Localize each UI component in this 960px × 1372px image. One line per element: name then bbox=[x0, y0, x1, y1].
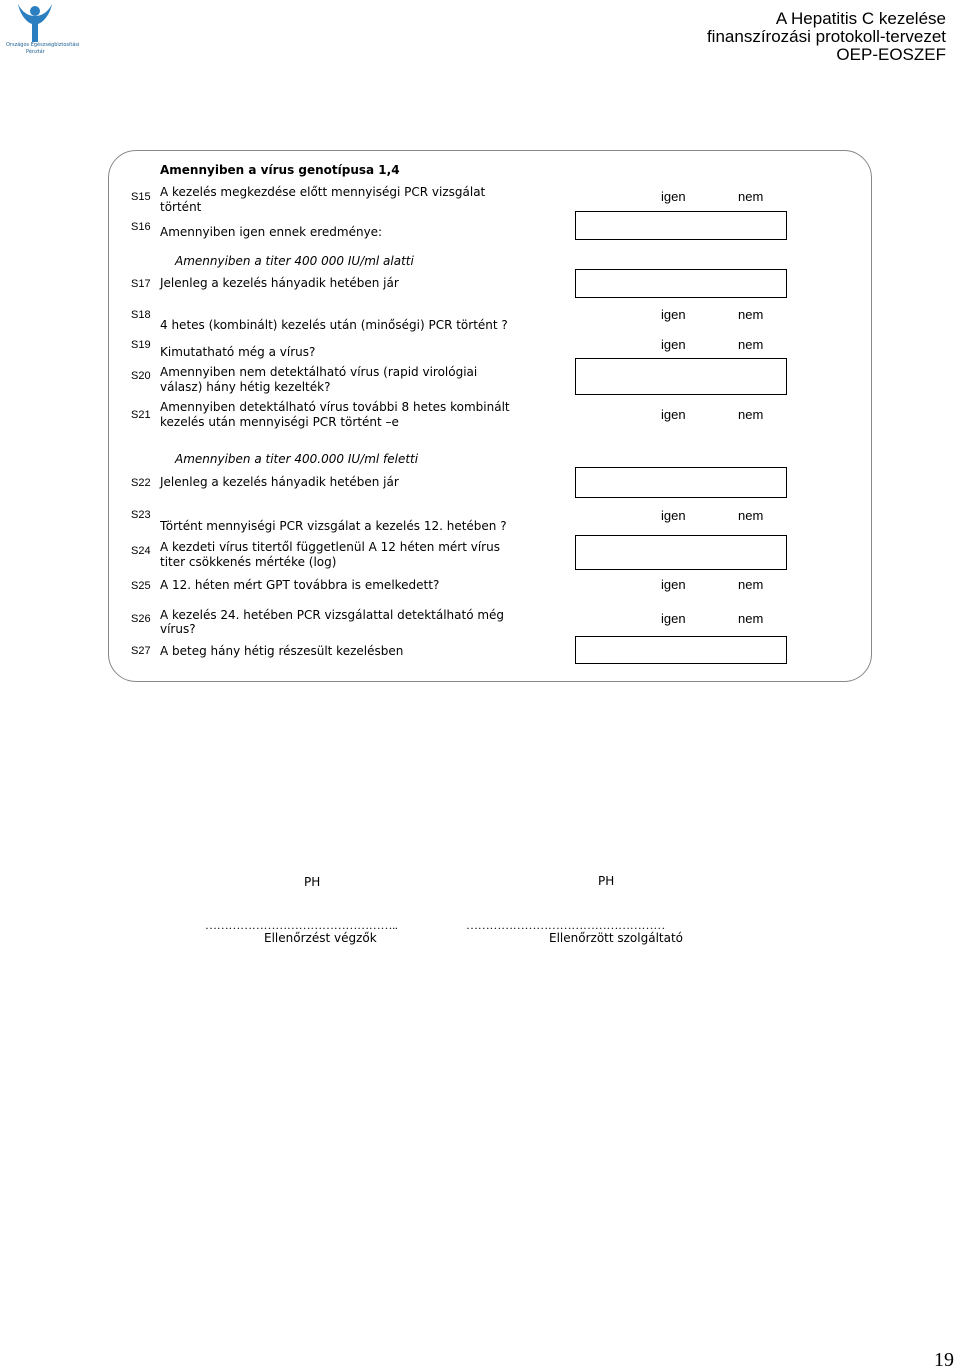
code-s15: S15 bbox=[131, 191, 151, 203]
question-s19: Kimutatható még a vírus? bbox=[160, 345, 316, 359]
header-subtitle: finanszírozási protokoll-tervezet bbox=[706, 27, 946, 46]
s26-no-option[interactable]: nem bbox=[738, 611, 764, 626]
code-s22: S22 bbox=[131, 477, 151, 489]
signature-line-right: …………………………………………… bbox=[466, 918, 665, 932]
s15-no-option[interactable]: nem bbox=[738, 189, 764, 204]
signature-label-right: Ellenőrzött szolgáltató bbox=[549, 931, 684, 945]
code-s21: S21 bbox=[131, 409, 151, 421]
question-s18: 4 hetes (kombinált) kezelés után (minőségi) PCR történt ? bbox=[160, 318, 508, 332]
subheading-titer-high: Amennyiben a titer 400.000 IU/ml feletti bbox=[175, 452, 419, 466]
question-s27: A beteg hány hétig részesült kezelésben bbox=[160, 644, 404, 658]
s25-yes-option[interactable]: igen bbox=[661, 577, 686, 592]
question-s24-line2: titer csökkenés mértéke (log) bbox=[160, 555, 337, 569]
s21-yes-option[interactable]: igen bbox=[661, 407, 686, 422]
question-s26-line1: A kezelés 24. hetében PCR vizsgálattal detektálható még bbox=[160, 608, 505, 622]
header-org: OEP-EOSZEF bbox=[836, 45, 946, 64]
question-s24-line1: A kezdeti vírus titertől függetlenül A 12 héten mért vírus bbox=[160, 540, 500, 554]
question-s17: Jelenleg a kezelés hányadik hetében jár bbox=[160, 276, 399, 290]
signature-line-left: ………………………………………….. bbox=[205, 918, 398, 932]
s18-no-option[interactable]: nem bbox=[738, 307, 764, 322]
s24-log-field[interactable] bbox=[575, 535, 787, 570]
question-s22: Jelenleg a kezelés hányadik hetében jár bbox=[160, 475, 399, 489]
oep-logo bbox=[4, 2, 80, 56]
code-s19: S19 bbox=[131, 339, 151, 351]
question-s25: A 12. héten mért GPT továbbra is emelkedett? bbox=[160, 578, 440, 592]
s22-week-field[interactable] bbox=[575, 467, 787, 498]
s27-weeks-field[interactable] bbox=[575, 636, 787, 664]
code-s27: S27 bbox=[131, 645, 151, 657]
s19-no-option[interactable]: nem bbox=[738, 337, 764, 352]
code-s16: S16 bbox=[131, 221, 151, 233]
logo-text-1: Országos Egészségbiztosítási bbox=[6, 42, 80, 48]
signature-label-left: Ellenőrzést végzők bbox=[264, 931, 377, 945]
page-number: 19 bbox=[934, 1349, 954, 1371]
question-s26-line2: vírus? bbox=[160, 622, 196, 636]
question-s20-line1: Amennyiben nem detektálható vírus (rapid virológiai bbox=[160, 365, 478, 379]
s25-no-option[interactable]: nem bbox=[738, 577, 764, 592]
question-s15-line1: A kezelés megkezdése előtt mennyiségi PCR vizsgálat bbox=[160, 185, 486, 199]
ph-stamp-left: PH bbox=[304, 875, 321, 889]
s17-week-field[interactable] bbox=[575, 269, 787, 298]
question-s20-line2: válasz) hány hétig kezelték? bbox=[160, 380, 331, 394]
code-s17: S17 bbox=[131, 278, 151, 290]
code-s24: S24 bbox=[131, 545, 151, 557]
s23-no-option[interactable]: nem bbox=[738, 508, 764, 523]
code-s20: S20 bbox=[131, 370, 151, 382]
s19-yes-option[interactable]: igen bbox=[661, 337, 686, 352]
question-s15-line2: történt bbox=[160, 200, 202, 214]
code-s25: S25 bbox=[131, 580, 151, 592]
ph-stamp-right: PH bbox=[598, 874, 615, 888]
code-s18: S18 bbox=[131, 309, 151, 321]
s21-no-option[interactable]: nem bbox=[738, 407, 764, 422]
question-s23: Történt mennyiségi PCR vizsgálat a kezelés 12. hetében ? bbox=[160, 519, 507, 533]
section-title: Amennyiben a vírus genotípusa 1,4 bbox=[160, 163, 400, 177]
question-s16: Amennyiben igen ennek eredménye: bbox=[160, 225, 383, 239]
s23-yes-option[interactable]: igen bbox=[661, 508, 686, 523]
s15-yes-option[interactable]: igen bbox=[661, 189, 686, 204]
header-title: A Hepatitis C kezelése bbox=[775, 9, 946, 28]
logo-text-2: Pénztár bbox=[26, 49, 45, 55]
question-s21-line2: kezelés után mennyiségi PCR történt –e bbox=[160, 415, 399, 429]
s26-yes-option[interactable]: igen bbox=[661, 611, 686, 626]
s20-weeks-field[interactable] bbox=[575, 358, 787, 395]
s18-yes-option[interactable]: igen bbox=[661, 307, 686, 322]
s16-result-field[interactable] bbox=[575, 211, 787, 240]
subheading-titer-low: Amennyiben a titer 400 000 IU/ml alatti bbox=[175, 254, 414, 268]
code-s23: S23 bbox=[131, 509, 151, 521]
code-s26: S26 bbox=[131, 613, 151, 625]
question-s21-line1: Amennyiben detektálható vírus további 8 hetes kombinált bbox=[160, 400, 510, 414]
